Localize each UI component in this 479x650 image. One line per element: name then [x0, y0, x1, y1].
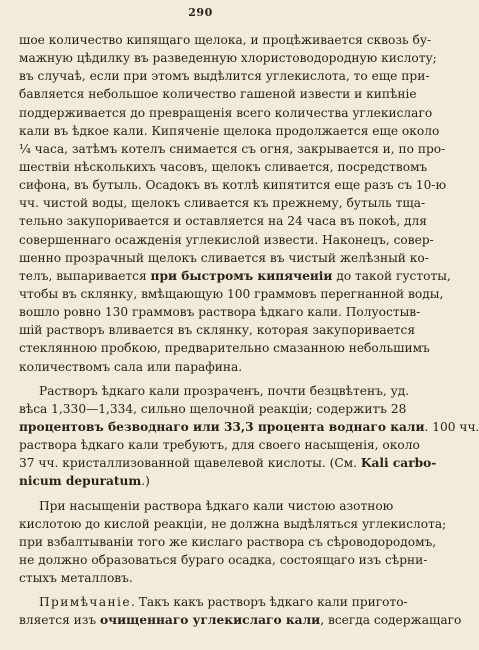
text-line — [19, 285, 444, 303]
text-run: кали въ ѣдкое кали. Кипяченіе щелока продолжается еще около — [19, 123, 440, 138]
text-run: вляется изъ — [19, 613, 101, 628]
text-line — [19, 303, 421, 321]
text-run: . 100 чч. — [424, 419, 479, 434]
paragraph — [19, 593, 462, 629]
text-line — [19, 382, 410, 400]
text-run: шій растворъ вливается въ склянку, которая закупоривается — [19, 323, 416, 338]
bold-text: очищеннаго углекислаго кали — [100, 613, 321, 628]
text-run: раствора ѣдкаго кали требуютъ, для своего насыщенія, около — [19, 438, 420, 453]
text-line — [19, 231, 434, 249]
text-run: Растворъ ѣдкаго кали прозраченъ, почти безцвѣтенъ, уд. — [39, 383, 410, 398]
text-line — [19, 436, 420, 454]
bold-text: при быстромъ кипяченіи — [150, 268, 333, 283]
page-number: 290 — [188, 6, 213, 19]
text-line — [19, 176, 447, 194]
text-run: .) — [141, 474, 150, 489]
text-line — [19, 339, 430, 357]
text-run: не должно образоваться бураго осадка, состоящаго изъ сѣрни- — [19, 552, 428, 567]
paragraph — [19, 382, 479, 491]
bold-text: Kali carbo- — [360, 456, 437, 471]
text-run: чч. чистой воды, щелокъ сливается къ прежнему, бутыль тща- — [19, 196, 426, 211]
text-line — [19, 104, 433, 122]
text-run: телъ, выпаривается — [19, 268, 151, 283]
text-run: вошло ровно 130 граммовъ раствора ѣдкаго кали. Полуостыв- — [19, 305, 421, 320]
text-line — [19, 569, 391, 587]
text-run: до такой густоты, — [332, 268, 451, 283]
text-line — [19, 85, 417, 103]
text-line — [19, 533, 437, 551]
text-run: шенно прозрачный щелокъ сливается въ чистый желѣзный ко- — [19, 250, 429, 265]
text-line — [19, 321, 416, 339]
paragraph — [19, 497, 447, 588]
spaced-heading-text: Примѣчаніе — [39, 595, 131, 610]
text-run: шествіи нѣсколькихъ часовъ, щелокъ сливается, посредствомъ — [19, 159, 428, 174]
text-run: тельно закупоривается и оставляется на 24 часа въ покоѣ, для — [19, 214, 427, 229]
text-run: мажную цѣдилку въ разведенную хлористоводородную кислоту; — [19, 51, 437, 66]
text-line — [19, 358, 391, 376]
text-run: . Такъ какъ растворъ ѣдкаго кали пригото- — [130, 595, 408, 610]
text-run: поддерживается до превращенія всего количества углекислаго — [19, 105, 433, 120]
bold-text: процентовъ безводнаго или 33,3 процента воднаго кали — [19, 419, 425, 434]
text-run: 37 чч. кристаллизованной щавелевой кислоты. (См. — [19, 456, 361, 471]
text-run: При насыщеніи раствора ѣдкаго кали чистою азотною — [39, 498, 394, 513]
text-line — [19, 497, 394, 515]
text-run: въ случаѣ, если при этомъ выдѣлится углекислота, то еще при- — [19, 69, 430, 84]
text-run: чтобы въ склянку, вмѣщающую 100 граммовъ перегнанной воды, — [19, 286, 444, 301]
text-run: шое количество кипящаго щелока, и процѣживается сквозь бу- — [19, 33, 432, 47]
text-line — [19, 611, 462, 629]
text-line — [19, 31, 432, 49]
text-line — [19, 194, 426, 212]
text-line — [19, 418, 479, 436]
text-line — [19, 212, 427, 230]
text-line — [19, 158, 428, 176]
text-run: бавляется небольшое количество гашеной извести и кипѣніе — [19, 87, 417, 102]
text-run: стыхъ металловъ. — [19, 571, 133, 586]
text-run: кислотою до кислой реакціи, не должна выдѣляться углекислота; — [19, 516, 447, 531]
text-line — [19, 122, 440, 140]
text-run: совершеннаго осажденія углекислой извести. Наконецъ, совер- — [19, 232, 434, 247]
text-line — [19, 49, 437, 67]
text-line — [19, 593, 408, 611]
text-run: количествомъ сала или парафина. — [19, 359, 243, 374]
text-run: сифона, въ бутыль. Осадокъ въ котлѣ кипятится еще разъ съ 10-ю — [19, 178, 447, 193]
page-body — [19, 31, 479, 630]
text-line — [19, 472, 391, 490]
text-run: ¼ часа, затѣмъ котелъ снимается съ огня, закрывается и, по про- — [19, 141, 446, 156]
text-line — [19, 400, 407, 418]
text-line — [19, 454, 437, 472]
bold-text: nicum depuratum — [19, 474, 142, 489]
text-run: , всегда содержащаго — [320, 613, 462, 628]
text-line — [19, 67, 430, 85]
paragraph — [19, 31, 451, 376]
text-line — [19, 267, 451, 285]
text-run: при взбалтываніи того же кислаго раствора съ сѣроводородомъ, — [19, 534, 437, 549]
text-line — [19, 515, 447, 533]
text-line — [19, 551, 428, 569]
text-run: стеклянною пробкою, предварительно смазанною небольшимъ — [19, 341, 430, 356]
text-line — [19, 140, 446, 158]
text-run: вѣса 1,330—1,334, сильно щелочной реакціи; содержитъ 28 — [19, 401, 407, 416]
text-line — [19, 249, 429, 267]
